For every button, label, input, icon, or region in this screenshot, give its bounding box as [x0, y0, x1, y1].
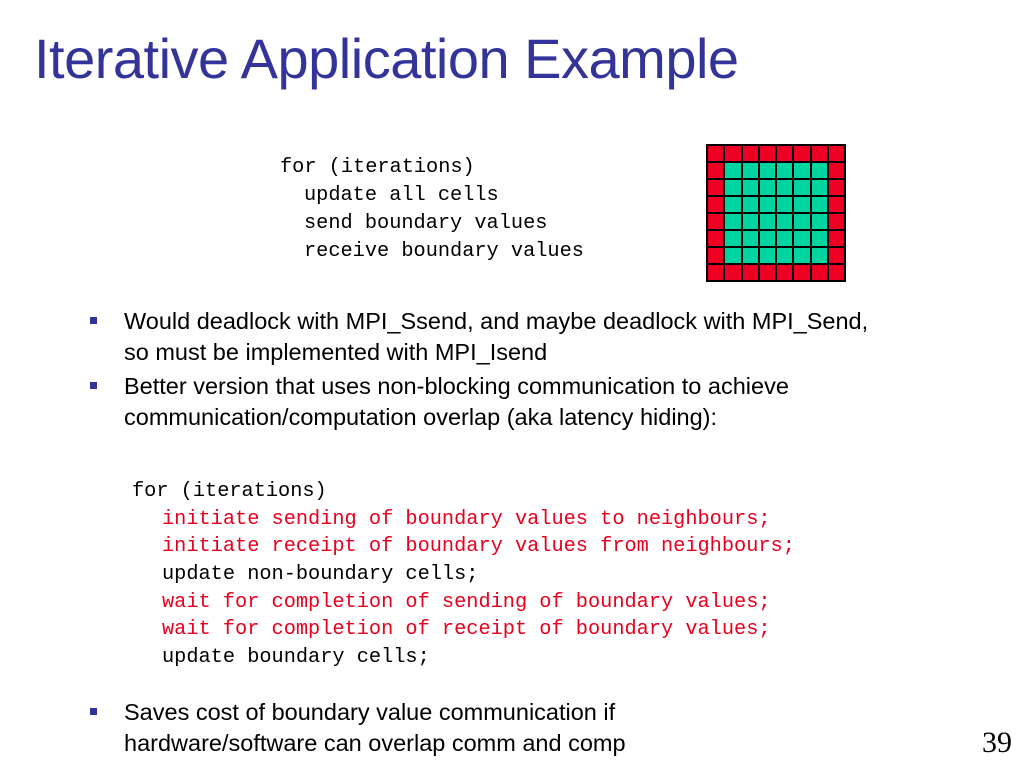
interior-cell	[725, 248, 740, 263]
code-line-highlighted: initiate receipt of boundary values from neighbours;	[162, 535, 795, 559]
interior-cell	[812, 163, 827, 178]
interior-cell	[777, 214, 792, 229]
interior-cell	[743, 231, 758, 246]
interior-cell	[725, 214, 740, 229]
interior-cell	[760, 248, 775, 263]
boundary-cell	[725, 265, 740, 280]
code-line: receive boundary values	[304, 240, 584, 263]
boundary-cell	[708, 146, 723, 161]
boundary-cell	[760, 265, 775, 280]
boundary-cell	[829, 197, 844, 212]
boundary-cell	[829, 163, 844, 178]
interior-cell	[760, 197, 775, 212]
square-bullet-icon	[90, 382, 97, 389]
slide-title: Iterative Application Example	[34, 27, 739, 90]
boundary-cell	[708, 248, 723, 263]
code-line: for (iterations)	[132, 480, 327, 503]
interior-cell	[725, 163, 740, 178]
code-line: update all cells	[304, 184, 499, 207]
code-line: update boundary cells;	[162, 646, 430, 670]
square-bullet-icon	[90, 317, 97, 324]
boundary-cell	[708, 231, 723, 246]
boundary-cell	[794, 146, 809, 161]
boundary-cell	[794, 265, 809, 280]
boundary-cell	[812, 146, 827, 161]
interior-cell	[777, 180, 792, 195]
bullet-list-top	[90, 306, 870, 436]
bullet-item	[90, 697, 790, 759]
interior-cell	[725, 197, 740, 212]
interior-cell	[760, 180, 775, 195]
code-line: for (iterations)	[280, 156, 475, 179]
interior-cell	[760, 214, 775, 229]
bullet-text: Would deadlock with MPI_Ssend, and maybe deadlock with MPI_Send, so must be implemented with MPI_Isend	[124, 308, 869, 365]
square-bullet-icon	[90, 708, 97, 715]
interior-cell	[725, 180, 740, 195]
interior-cell	[812, 231, 827, 246]
code-line-highlighted: wait for completion of receipt of boundary values;	[162, 618, 771, 642]
interior-cell	[743, 214, 758, 229]
interior-cell	[743, 197, 758, 212]
boundary-cell	[829, 265, 844, 280]
interior-cell	[812, 214, 827, 229]
interior-cell	[777, 248, 792, 263]
boundary-cell	[829, 146, 844, 161]
code-block-simple	[280, 154, 584, 266]
boundary-cell	[777, 265, 792, 280]
interior-cell	[777, 231, 792, 246]
boundary-cell	[743, 146, 758, 161]
interior-cell	[794, 163, 809, 178]
interior-cell	[777, 163, 792, 178]
boundary-cell	[829, 180, 844, 195]
interior-cell	[760, 231, 775, 246]
page-number: 39	[982, 726, 1012, 759]
code-line-highlighted: wait for completion of sending of boundary values;	[162, 590, 771, 614]
code-line: send boundary values	[304, 212, 548, 235]
boundary-cell	[760, 146, 775, 161]
boundary-cell	[812, 265, 827, 280]
boundary-cell	[829, 231, 844, 246]
bullet-text: Saves cost of boundary value communication if hardware/software can overlap comm and comp	[124, 699, 626, 756]
boundary-cell	[708, 214, 723, 229]
boundary-cell	[725, 146, 740, 161]
boundary-cell	[829, 248, 844, 263]
code-line-highlighted: initiate sending of boundary values to neighbours;	[162, 507, 771, 531]
boundary-cell	[829, 214, 844, 229]
interior-cell	[760, 163, 775, 178]
boundary-cell	[777, 146, 792, 161]
interior-cell	[743, 248, 758, 263]
boundary-cell	[708, 163, 723, 178]
interior-cell	[743, 163, 758, 178]
bullet-item	[90, 371, 870, 433]
interior-cell	[743, 180, 758, 195]
bullet-text: Better version that uses non-blocking communication to achieve communication/computation overlap (aka latency hiding):	[124, 373, 789, 430]
interior-cell	[794, 197, 809, 212]
interior-cell	[812, 197, 827, 212]
grid-diagram	[706, 144, 846, 282]
code-block-nonblocking	[132, 478, 795, 672]
boundary-cell	[708, 197, 723, 212]
interior-cell	[794, 248, 809, 263]
bullet-list-bottom	[90, 697, 790, 762]
interior-cell	[812, 180, 827, 195]
bullet-item	[90, 306, 870, 368]
boundary-cell	[743, 265, 758, 280]
interior-cell	[725, 231, 740, 246]
interior-cell	[794, 180, 809, 195]
boundary-cell	[708, 265, 723, 280]
interior-cell	[794, 214, 809, 229]
code-line: update non-boundary cells;	[162, 563, 479, 587]
boundary-cell	[708, 180, 723, 195]
interior-cell	[777, 197, 792, 212]
interior-cell	[794, 231, 809, 246]
interior-cell	[812, 248, 827, 263]
